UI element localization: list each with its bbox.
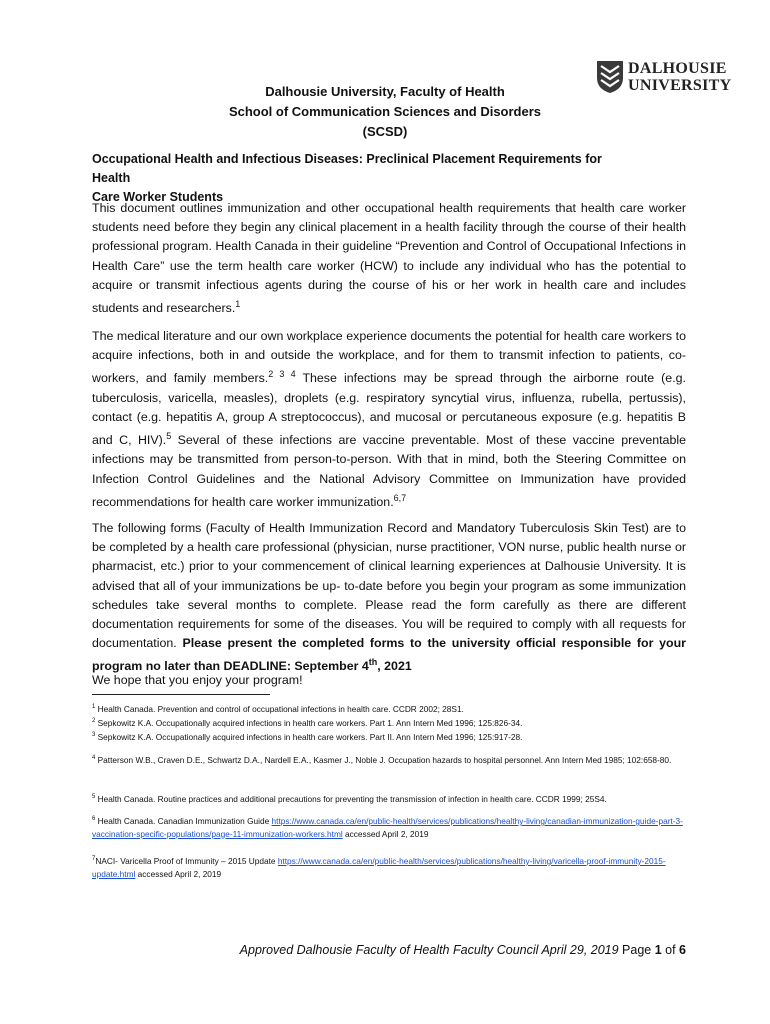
header-line-3: (SCSD) (362, 124, 408, 139)
footnote-5 (92, 791, 686, 806)
infection-text-a: The medical literature and our own workplace experience documents the potential for health care workers to acquire infections, both in and outside the workplace, and for them to transmit infection to patients, co-workers, and family members. (92, 329, 686, 386)
footer-of-word: of (661, 943, 680, 957)
footnote-5-number: 5 (92, 794, 96, 800)
document-header (92, 82, 678, 142)
footnote-4-text: Patterson W.B., Craven D.E., Schwartz D.A., Nardell E.A., Kasmer J., Noble J. Occupation hazards to hospital personnel. Ann Intern Med 1985; 102:658-80. (95, 754, 672, 765)
infection-paragraph (92, 327, 686, 512)
deadline-sup: th (368, 657, 378, 668)
page-footer (92, 943, 686, 957)
forms-paragraph (92, 519, 686, 677)
footnote-7-text: NACI- Varicella Proof of Immunity – 2015 Update (95, 855, 278, 866)
footnote-6-accessed: accessed April 2, 2019 (342, 828, 429, 839)
header-line-1: Dalhousie University, Faculty of Health (265, 84, 505, 99)
footnote-3-text: Sepkowitz K.A. Occupationally acquired infections in health care workers. Part II. Ann Intern Med 1996; 125:917-28. (95, 731, 523, 742)
footnote-7 (92, 853, 686, 881)
footnote-4-number: 4 (92, 755, 96, 761)
footnote-3 (92, 729, 686, 744)
footnote-6 (92, 813, 686, 841)
footnote-7-link[interactable]: https://www.canada.ca/en/public-health/services/publications/healthy-living/varicella-proof-immunity-2015-update.html (92, 855, 666, 879)
logo-line-2: UNIVERSITY (628, 77, 732, 94)
footnote-6-text: Health Canada. Canadian Immunization Guide (95, 815, 272, 826)
footnote-ref-2-4: 2 3 4 (268, 369, 296, 380)
footnote-divider (92, 694, 270, 695)
footer-page-total: 6 (679, 943, 686, 957)
footer-page-word: Page (618, 943, 655, 957)
footnote-ref-6-7: 6,7 (393, 492, 407, 503)
title-line-2: Care Worker Students (92, 190, 224, 204)
footer-page-number: 1 (654, 943, 662, 957)
footnote-1-number: 1 (92, 704, 96, 710)
footnote-2-number: 2 (92, 718, 96, 724)
logo-line-1: DALHOUSIE (628, 60, 727, 77)
header-line-2: School of Communication Sciences and Disorders (228, 104, 542, 119)
footnote-2 (92, 715, 686, 730)
intro-paragraph (92, 199, 686, 318)
footnote-5-text: Health Canada. Routine practices and additional precautions for preventing the transmission of infection in health care. CCDR 1999; 25S4. (95, 793, 607, 804)
intro-text: This document outlines immunization and other occupational health requirements that health care worker students need before they begin any clinical placement in a health facility through the course of their health professional program. Health Canada in their guideline “Prevention and Control of Occupational Infections in Health Care” use the term health care worker (HCW) to include any individual who has the potential to acquire or transmit infectious agents during the course of his or her work in health care and includes students and researchers. (92, 201, 686, 316)
footnote-6-number: 6 (92, 816, 96, 822)
deadline-text: Please present the completed forms to the university official responsible for your program no later than DEADLINE: September 4 (92, 636, 686, 674)
infection-text-b: These infections may be spread through the airborne route (e.g. tuberculosis, varicella, measles), droplets (e.g. respiratory syncytial virus, influenza, rubella, pertussis), contact (e.g. hepatitis A, group A streptococcus), and mucosal or percutaneous exposure (e.g. hepatitis B and C, HIV). (92, 371, 686, 448)
footer-approval: Approved Dalhousie Faculty of Health Faculty Council April 29, 2019 (239, 943, 619, 957)
footnote-ref-1: 1 (235, 299, 241, 310)
footnote-7-number: 7 (92, 856, 96, 862)
footnote-1-text: Health Canada. Prevention and control of occupational infections in health care. CCDR 2002; 28S1. (95, 703, 464, 714)
infection-text-c: Several of these infections are vaccine preventable. Most of these vaccine preventable infections may be transmitted from person-to-person. With that in mind, both the Steering Committee on Infection Control Guidelines and the National Advisory Committee on Immunization have provided recommendations for health care worker immunization. (92, 433, 686, 509)
closing-line: We hope that you enjoy your program! (92, 673, 303, 687)
footnote-7-accessed: accessed April 2, 2019 (135, 868, 222, 879)
footnote-3-number: 3 (92, 732, 96, 738)
forms-text: The following forms (Faculty of Health Immunization Record and Mandatory Tuberculosis Skin Test) are to be completed by a health care professional (physician, nurse practitioner, VON nurse, public health nurse or pharmacist, etc.) prior to your commencement of clinical learning experiences at Dalhousie University. It is advised that all of your immunizations be up- to-date before you begin your program as some immunization schedules take several months to complete. Please read the form carefully as there are different documentation requirements for some of the diseases. You will be required to comply with all requests for documentation. (92, 521, 686, 651)
footnote-6-link[interactable]: https://www.canada.ca/en/public-health/services/publications/healthy-living/canadian-immunization-guide-part-3-vaccination-specific-populations/page-11-immunization-workers.html (92, 815, 683, 839)
footnote-ref-5: 5 (166, 431, 172, 442)
deadline-year: , 2021 (377, 659, 412, 674)
footnote-4 (92, 752, 686, 767)
title-line-1: Occupational Health and Infectious Diseases: Preclinical Placement Requirements for Health (92, 152, 602, 185)
footnote-2-text: Sepkowitz K.A. Occupationally acquired infections in health care workers. Part 1. Ann Intern Med 1996; 125:826-34. (95, 717, 523, 728)
footnote-1 (92, 701, 686, 716)
